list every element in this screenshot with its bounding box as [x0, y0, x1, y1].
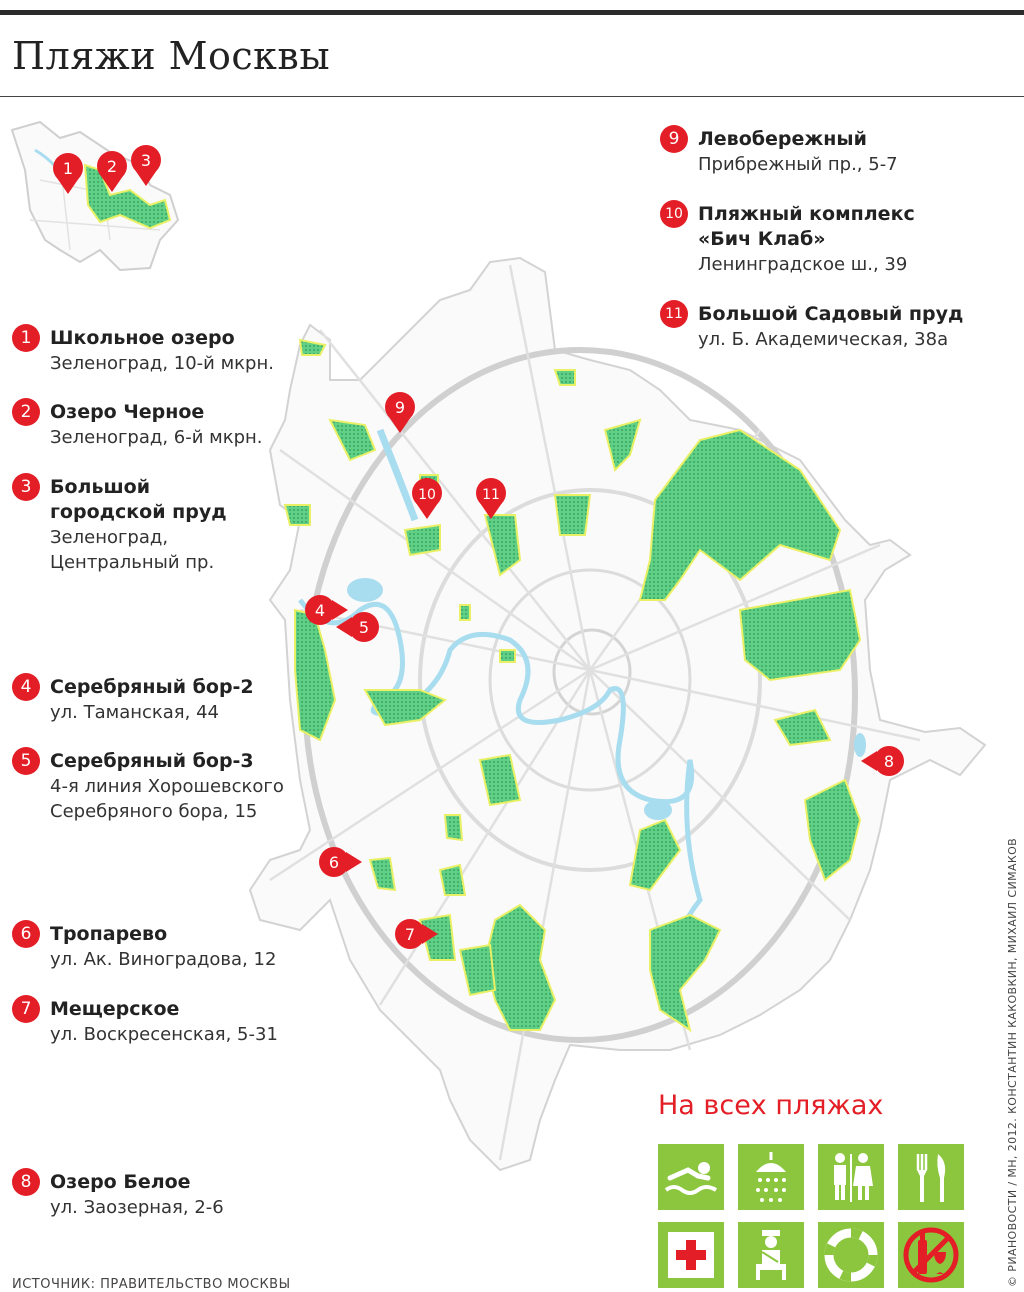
beach-name: Левобережный — [698, 128, 867, 150]
amenities-title: На всех пляжах — [658, 1090, 884, 1121]
beach-address: Прибрежный пр., 5-7 — [698, 154, 898, 175]
beach-address: Зеленоград, Центральный пр. — [50, 527, 215, 573]
beach-name: Большой городской пруд — [50, 476, 227, 523]
svg-text:10: 10 — [418, 487, 436, 503]
beach-address: ул. Ак. Виноградова, 12 — [50, 949, 277, 970]
svg-text:2: 2 — [106, 157, 118, 176]
svg-text:3: 3 — [140, 151, 152, 170]
beach-name: Мещерское — [50, 998, 180, 1020]
beach-number: 9 — [660, 125, 688, 153]
beach-number: 5 — [12, 747, 40, 775]
cafe-cutlery-icon — [898, 1144, 964, 1210]
beach-name: Школьное озеро — [50, 327, 235, 349]
moscow-outline — [250, 258, 985, 1170]
lifebuoy-icon — [818, 1222, 884, 1288]
first-aid-icon — [658, 1222, 724, 1288]
shower-icon — [738, 1144, 804, 1210]
beach-address: ул. Заозерная, 2-6 — [50, 1197, 224, 1218]
lifeguard-icon — [738, 1222, 804, 1288]
beach-address: 4-я линия Хорошевского Серебряного бора, 15 — [50, 776, 284, 822]
beach-address: ул. Таманская, 44 — [50, 702, 219, 723]
svg-text:1: 1 — [62, 159, 74, 178]
beach-number: 8 — [12, 1168, 40, 1196]
beach-address: Зеленоград, 6-й мкрн. — [50, 427, 263, 448]
beach-name: Озеро Черное — [50, 401, 205, 423]
beach-number: 3 — [12, 473, 40, 501]
beach-number: 6 — [12, 920, 40, 948]
svg-text:8: 8 — [883, 752, 895, 771]
source-note: ИСТОЧНИК: ПРАВИТЕЛЬСТВО МОСКВЫ — [12, 1277, 291, 1292]
beach-name: Серебряный бор-2 — [50, 676, 254, 698]
svg-text:6: 6 — [328, 853, 340, 872]
no-alcohol-icon — [898, 1222, 964, 1288]
beach-address: Ленинградское ш., 39 — [698, 254, 908, 275]
svg-text:7: 7 — [404, 925, 416, 944]
swimmer-icon — [658, 1144, 724, 1210]
beach-address: Зеленоград, 10-й мкрн. — [50, 353, 274, 374]
beach-name: Озеро Белое — [50, 1171, 191, 1193]
beach-number: 4 — [12, 673, 40, 701]
beach-address: ул. Б. Академическая, 38а — [698, 329, 949, 350]
restroom-icon — [818, 1144, 884, 1210]
page-title: Пляжи Москвы — [12, 34, 331, 78]
beach-number: 2 — [12, 398, 40, 426]
svg-text:5: 5 — [358, 618, 370, 637]
beach-number: 10 — [660, 200, 688, 228]
credit-line: © РИАНОВОСТИ / МН, 2012. КОНСТАНТИН КАКОВКИН, МИХАИЛ СИМАКОВ — [1006, 837, 1019, 1287]
svg-text:4: 4 — [314, 601, 326, 620]
beach-name: Большой Садовый пруд — [698, 303, 964, 325]
beach-address: ул. Воскресенская, 5-31 — [50, 1024, 278, 1045]
svg-text:9: 9 — [394, 398, 406, 417]
beach-name: Серебряный бор-3 — [50, 750, 254, 772]
top-rule — [0, 10, 1024, 15]
beach-number: 7 — [12, 995, 40, 1023]
beach-name: Пляжный комплекс «Бич Клаб» — [698, 203, 915, 250]
beach-number: 1 — [12, 324, 40, 352]
beach-name: Тропарево — [50, 923, 168, 945]
beach-number: 11 — [660, 300, 688, 328]
title-divider — [0, 96, 1024, 97]
svg-text:11: 11 — [482, 487, 500, 503]
